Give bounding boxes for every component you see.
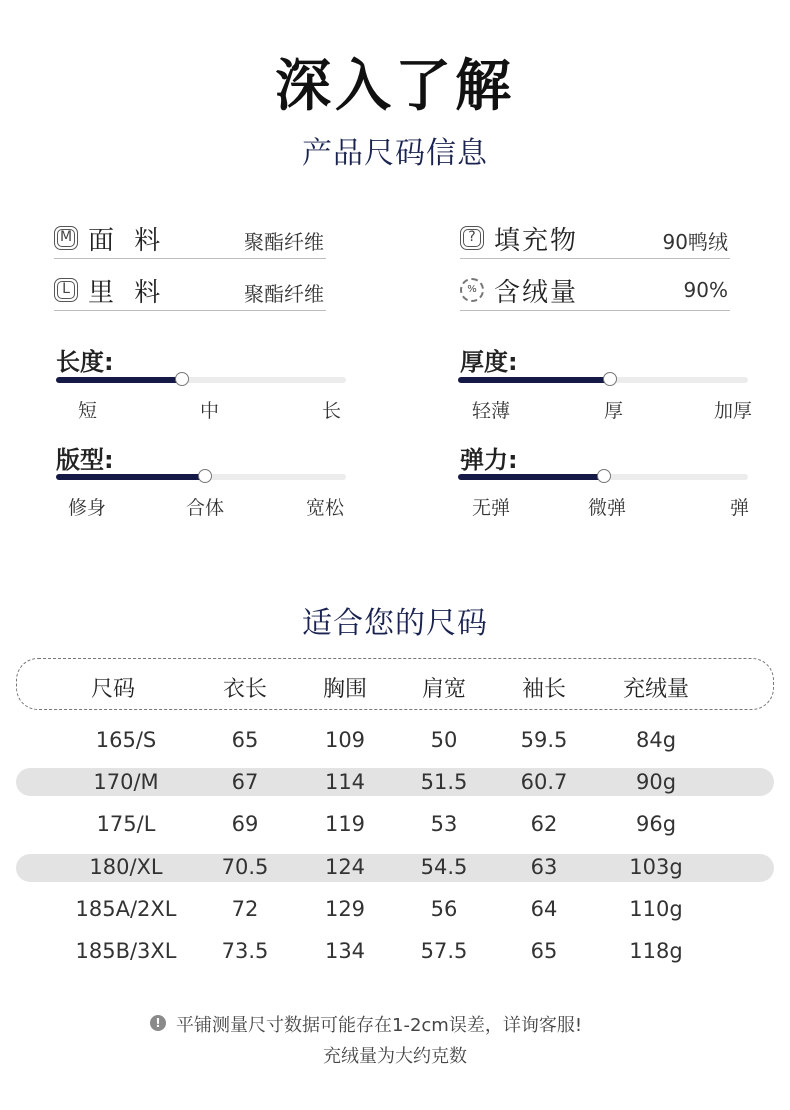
scale-track-fit — [56, 474, 346, 480]
scale-tick: 长 — [322, 400, 342, 422]
table-cell: 59.5 — [520, 728, 568, 752]
column-header: 尺码 — [90, 677, 135, 702]
scale-label-thickness: 厚度: — [460, 348, 518, 376]
table-cell: 84g — [635, 728, 677, 752]
scale-tick: 修身 — [68, 497, 107, 519]
attr-label: 含绒量 — [494, 278, 579, 308]
table-cell: 64 — [530, 897, 558, 921]
table-cell: 185A/2XL — [75, 897, 177, 921]
attr-value: 聚酯纤维 — [244, 282, 324, 306]
table-cell: 129 — [324, 897, 366, 921]
note-down-weight: 充绒量为大约克数 — [323, 1046, 467, 1067]
table-cell: 175/L — [96, 812, 156, 836]
section-subtitle-your-size: 适合您的尺码 — [302, 606, 488, 641]
scale-track-thickness — [458, 377, 748, 383]
table-cell: 90g — [635, 770, 677, 794]
scale-tick: 弹 — [730, 497, 750, 519]
table-cell: 103g — [629, 855, 683, 879]
table-cell: 170/M — [93, 770, 159, 794]
table-cell: 56 — [430, 897, 458, 921]
question-icon: ? — [460, 226, 484, 250]
table-cell: 114 — [324, 770, 366, 794]
scale-tick: 厚 — [604, 400, 624, 422]
l-icon: L — [54, 278, 78, 302]
scale-tick: 合体 — [186, 497, 225, 519]
table-cell: 110g — [629, 897, 683, 921]
attr-value: 90% — [683, 278, 728, 302]
table-cell: 50 — [430, 728, 458, 752]
table-cell: 67 — [231, 770, 259, 794]
scale-knob — [175, 372, 189, 386]
table-cell: 118g — [629, 939, 683, 963]
column-header: 衣长 — [222, 677, 267, 702]
attr-label: 填充物 — [494, 226, 579, 256]
table-cell: 53 — [430, 812, 458, 836]
scale-knob — [198, 469, 212, 483]
scale-tick: 微弹 — [588, 497, 627, 519]
scale-label-elasticity: 弹力: — [460, 446, 518, 474]
attr-row-filling — [460, 222, 730, 259]
attr-value: 聚酯纤维 — [244, 230, 324, 254]
table-cell: 51.5 — [420, 770, 468, 794]
table-cell: 109 — [324, 728, 366, 752]
percent-gauge-icon: % — [460, 278, 484, 302]
scale-track-elasticity — [458, 474, 748, 480]
attr-value: 90鸭绒 — [662, 230, 728, 254]
attr-label: 里 料 — [88, 278, 167, 308]
table-cell: 134 — [324, 939, 366, 963]
scale-track-length — [56, 377, 346, 383]
note-measurement: 平铺测量尺寸数据可能存在1-2cm误差，详询客服! — [176, 1015, 583, 1036]
scale-fill — [56, 377, 181, 383]
table-cell: 63 — [530, 855, 558, 879]
scale-fill — [458, 474, 603, 480]
m-icon: M — [54, 226, 78, 250]
table-cell: 72 — [231, 897, 259, 921]
scale-tick: 加厚 — [714, 400, 753, 422]
table-cell: 96g — [635, 812, 677, 836]
table-cell: 62 — [530, 812, 558, 836]
table-cell: 69 — [231, 812, 259, 836]
scale-knob — [597, 469, 611, 483]
table-cell: 73.5 — [221, 939, 269, 963]
table-cell: 60.7 — [520, 770, 568, 794]
column-header: 充绒量 — [622, 677, 689, 702]
section-subtitle-product-size: 产品尺码信息 — [302, 136, 488, 171]
attr-row-fabric — [54, 222, 326, 259]
attr-label: 面 料 — [88, 226, 167, 256]
attr-row-down-content — [460, 274, 730, 311]
column-header: 袖长 — [521, 677, 566, 702]
column-header: 胸围 — [322, 677, 367, 702]
scale-tick: 无弹 — [472, 497, 511, 519]
table-cell: 185B/3XL — [75, 939, 177, 963]
table-cell: 65 — [530, 939, 558, 963]
scale-tick: 轻薄 — [472, 400, 511, 422]
exclamation-icon: ! — [150, 1015, 166, 1031]
scale-fill — [458, 377, 609, 383]
scale-knob — [603, 372, 617, 386]
table-cell: 70.5 — [221, 855, 269, 879]
table-cell: 57.5 — [420, 939, 468, 963]
page-title: 深入了解 — [275, 54, 515, 119]
table-cell: 119 — [324, 812, 366, 836]
scale-label-fit: 版型: — [56, 446, 114, 474]
scale-tick: 宽松 — [306, 497, 345, 519]
scale-fill — [56, 474, 204, 480]
table-cell: 65 — [231, 728, 259, 752]
table-cell: 165/S — [95, 728, 157, 752]
table-cell: 180/XL — [89, 855, 163, 879]
scale-tick: 短 — [78, 400, 98, 422]
attr-row-lining — [54, 274, 326, 311]
scale-label-length: 长度: — [56, 348, 114, 376]
scale-tick: 中 — [200, 400, 220, 422]
column-header: 肩宽 — [421, 677, 466, 702]
table-cell: 54.5 — [420, 855, 468, 879]
table-cell: 124 — [324, 855, 366, 879]
